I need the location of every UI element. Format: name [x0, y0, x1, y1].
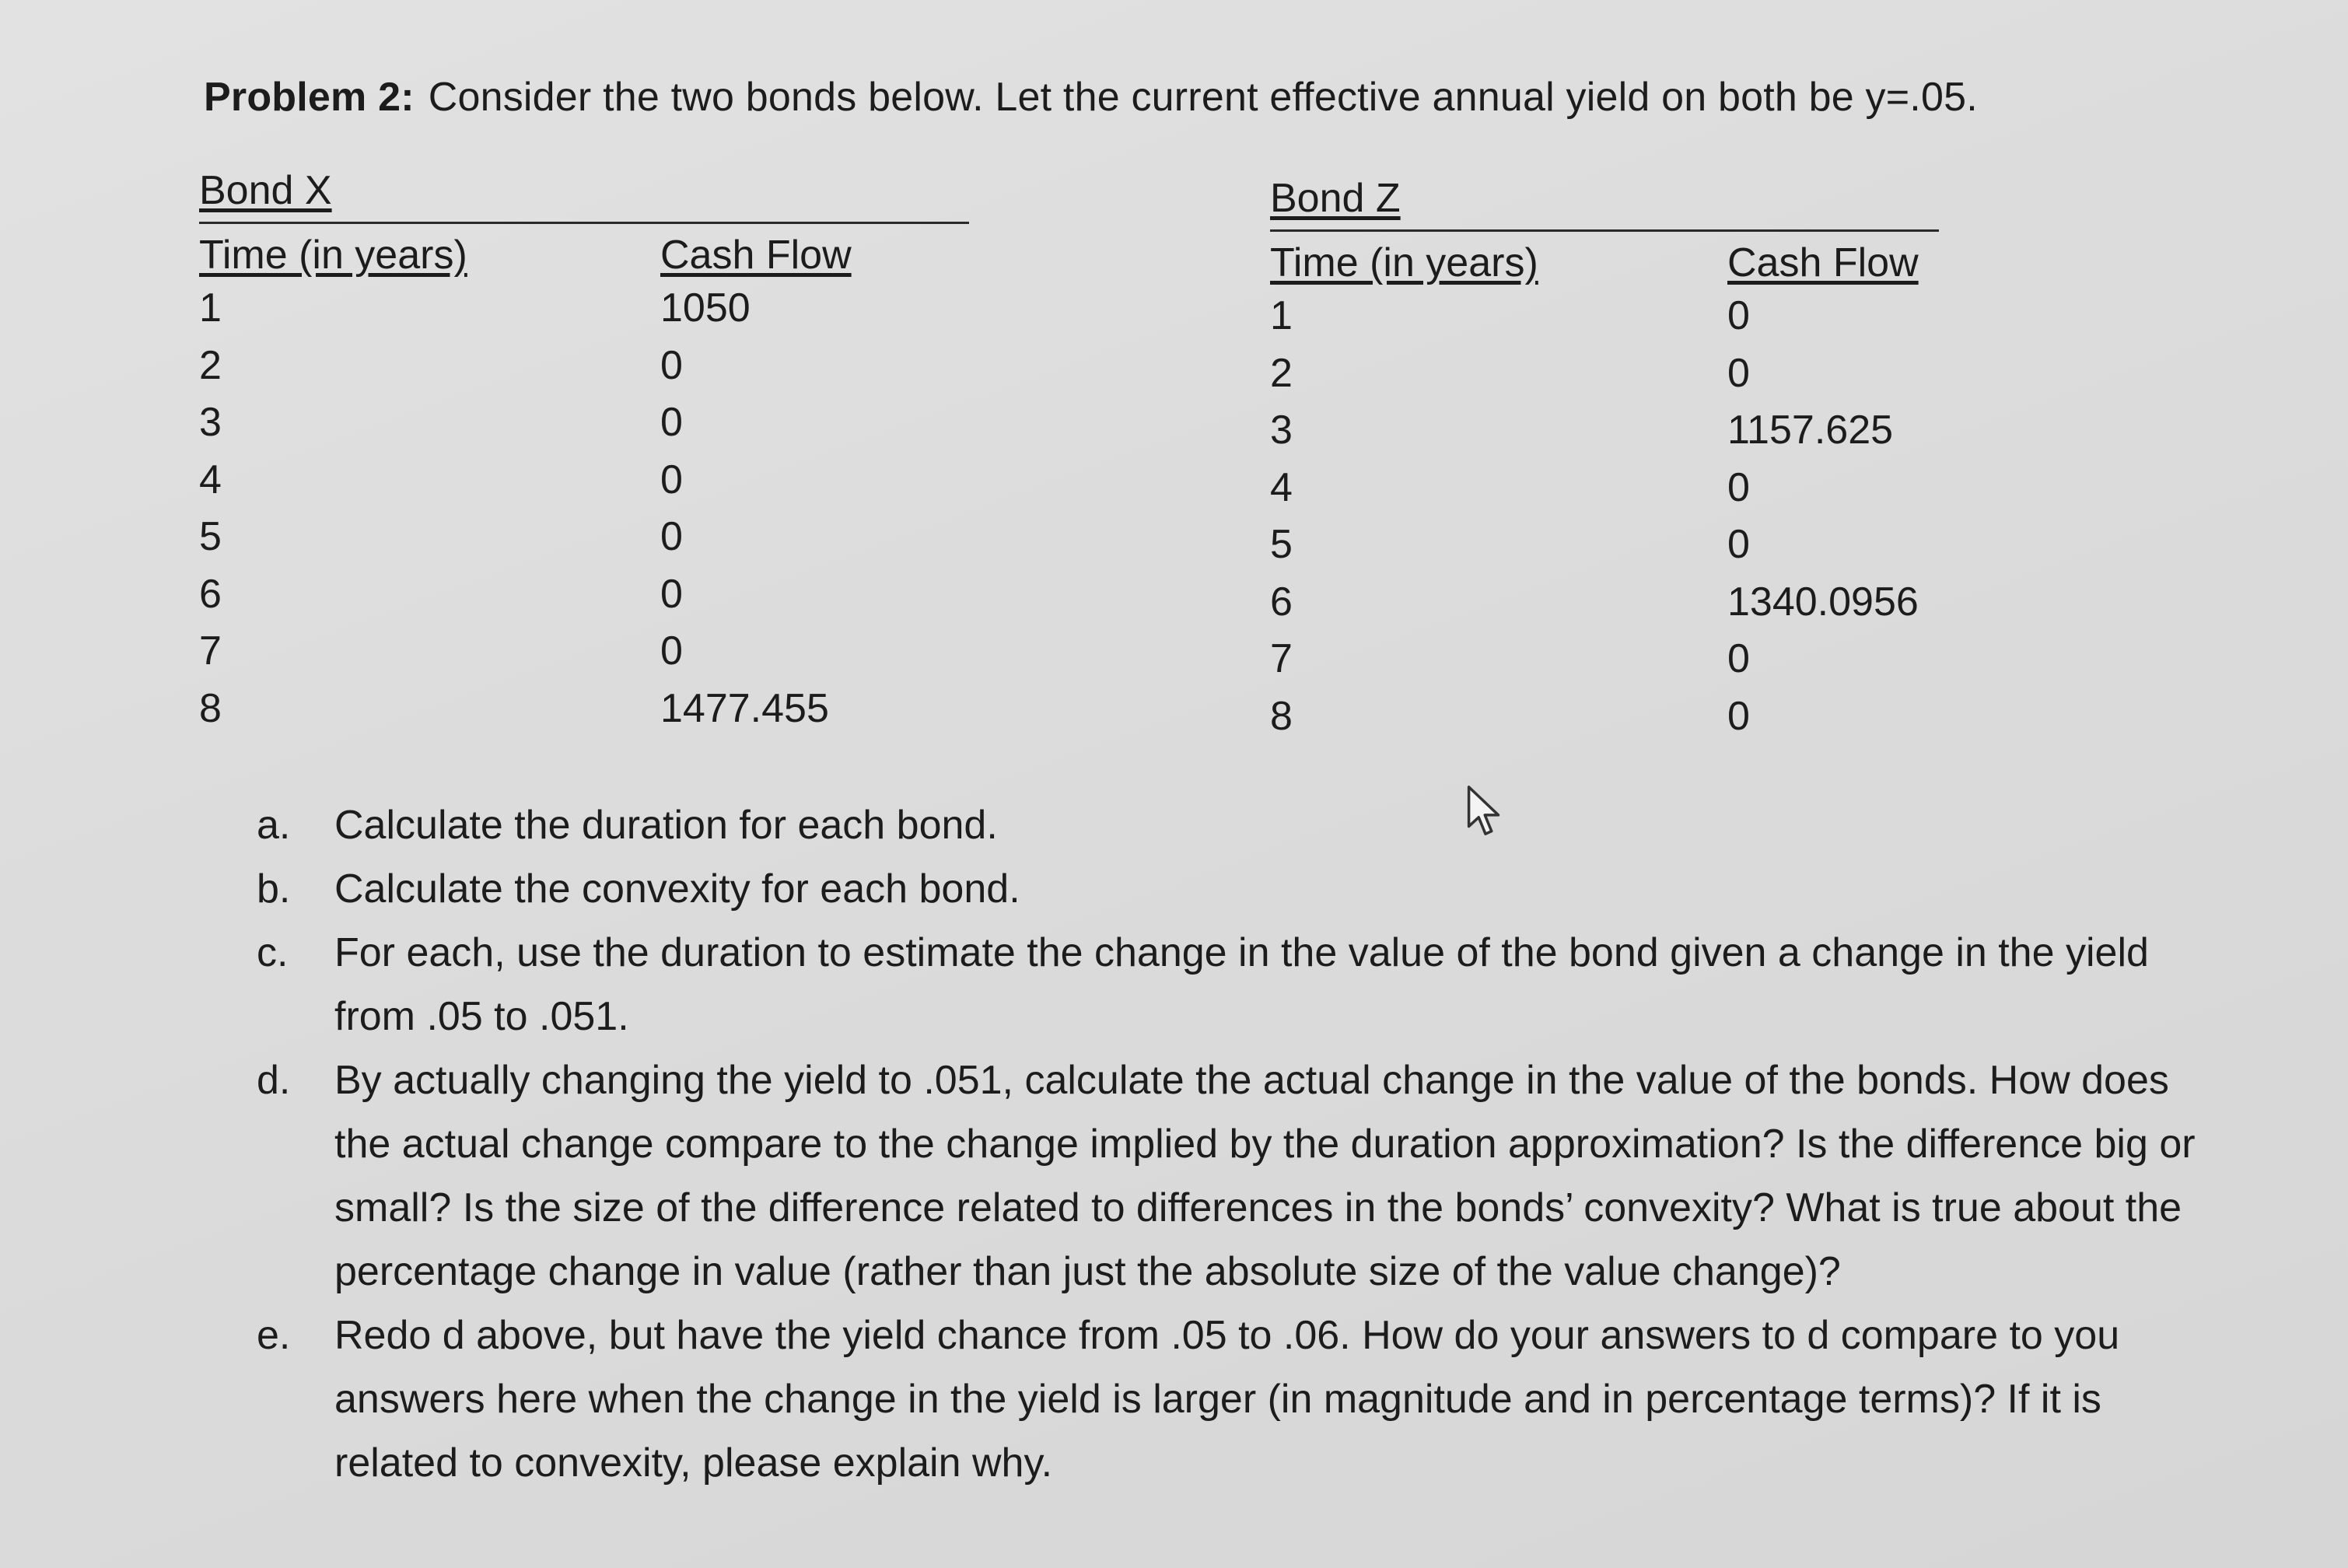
table-row: [199, 399, 969, 457]
bond-x-table: [199, 167, 969, 742]
cashflow-cell: 0: [1727, 350, 1750, 396]
time-cell: 3: [199, 400, 222, 445]
time-cell: 2: [1270, 350, 1293, 396]
cashflow-cell: 1050: [660, 285, 751, 331]
question-text: Calculate the duration for each bond.: [334, 803, 998, 848]
time-cell: 6: [1270, 579, 1293, 625]
cashflow-cell: 0: [660, 457, 683, 502]
table-row: [1270, 635, 1939, 693]
time-cell: 8: [199, 685, 222, 731]
list-item: [241, 921, 2232, 1048]
bond-z-rows: [1270, 292, 1939, 750]
time-cell: 4: [199, 457, 222, 502]
list-item: [241, 1304, 2232, 1495]
table-row: [199, 571, 969, 628]
table-row: [1270, 521, 1939, 579]
list-item: [241, 857, 2232, 921]
bond-z-column-headers: [1270, 232, 1939, 292]
cashflow-cell: 0: [1727, 693, 1750, 739]
bond-x-rows: [199, 285, 969, 742]
bond-z-time-header: Time (in years): [1270, 240, 1538, 285]
cashflow-cell: 0: [1727, 293, 1750, 338]
bond-z-header: [1270, 175, 1939, 232]
time-cell: 4: [1270, 464, 1293, 510]
cashflow-cell: 0: [660, 342, 683, 388]
table-row: [199, 685, 969, 743]
list-item: [241, 793, 2232, 857]
bond-z-name: Bond Z: [1270, 176, 1401, 221]
question-letter: b.: [257, 866, 291, 912]
table-row: [199, 342, 969, 400]
time-cell: 1: [1270, 293, 1293, 338]
table-row: [1270, 579, 1939, 636]
table-row: [199, 457, 969, 514]
table-row: [1270, 292, 1939, 350]
time-cell: 6: [199, 571, 222, 617]
bond-x-time-header: Time (in years): [199, 233, 467, 278]
bond-x-cashflow-header: Cash Flow: [660, 233, 852, 278]
cashflow-cell: 1340.0956: [1727, 579, 1919, 625]
table-row: [1270, 407, 1939, 464]
question-text: Calculate the convexity for each bond.: [334, 866, 1020, 912]
question-letter: a.: [257, 803, 291, 848]
table-row: [1270, 464, 1939, 522]
table-row: [1270, 350, 1939, 408]
table-row: [199, 628, 969, 685]
question-text: By actually changing the yield to .051, calculate the actual change in the value of the bonds. How does the actual change compare to the change implied by the duration approximation? Is the difference big or small? Is the size of the difference related to differences in the bonds’ convexity? What is true about the percentage change in value (rather than just the absolute size of the value change)?: [334, 1058, 2196, 1294]
time-cell: 2: [199, 342, 222, 388]
cashflow-cell: 0: [660, 514, 683, 559]
bond-x-header: [199, 167, 969, 224]
question-text: Redo d above, but have the yield chance from .05 to .06. How do your answers to d compare to you answers here when the change in the yield is larger (in magnitude and in percentage terms)? If it is related to convexity, please explain why.: [334, 1313, 2120, 1486]
cashflow-cell: 0: [1727, 636, 1750, 681]
cashflow-cell: 1157.625: [1727, 408, 1894, 453]
problem-label: Problem 2:: [204, 75, 415, 120]
bond-x-column-headers: [199, 224, 969, 285]
time-cell: 3: [1270, 408, 1293, 453]
cashflow-cell: 0: [1727, 522, 1750, 567]
question-text: For each, use the duration to estimate the change in the value of the bond given a change in the yield from .05 to .051.: [334, 930, 2149, 1039]
cashflow-cell: 0: [660, 571, 683, 617]
bond-z-table: [1270, 175, 1939, 750]
table-row: [1270, 693, 1939, 751]
time-cell: 5: [1270, 522, 1293, 567]
question-letter: d.: [257, 1058, 291, 1103]
question-letter: c.: [257, 930, 289, 975]
question-letter: e.: [257, 1313, 291, 1358]
problem-statement: Consider the two bonds below. Let the current effective annual yield on both be y=.05.: [428, 75, 1978, 120]
bond-x-name: Bond X: [199, 168, 332, 213]
time-cell: 1: [199, 285, 222, 331]
time-cell: 8: [1270, 693, 1293, 739]
cashflow-cell: 0: [1727, 464, 1750, 510]
time-cell: 7: [1270, 636, 1293, 681]
cashflow-cell: 0: [660, 628, 683, 674]
table-row: [199, 513, 969, 571]
list-item: [241, 1048, 2232, 1304]
cashflow-cell: 1477.455: [660, 685, 829, 731]
bond-z-cashflow-header: Cash Flow: [1727, 240, 1919, 285]
problem-heading: [204, 74, 1978, 121]
table-row: [199, 285, 969, 342]
time-cell: 7: [199, 628, 222, 674]
question-list: [241, 793, 2232, 1495]
time-cell: 5: [199, 514, 222, 559]
cashflow-cell: 0: [660, 400, 683, 445]
